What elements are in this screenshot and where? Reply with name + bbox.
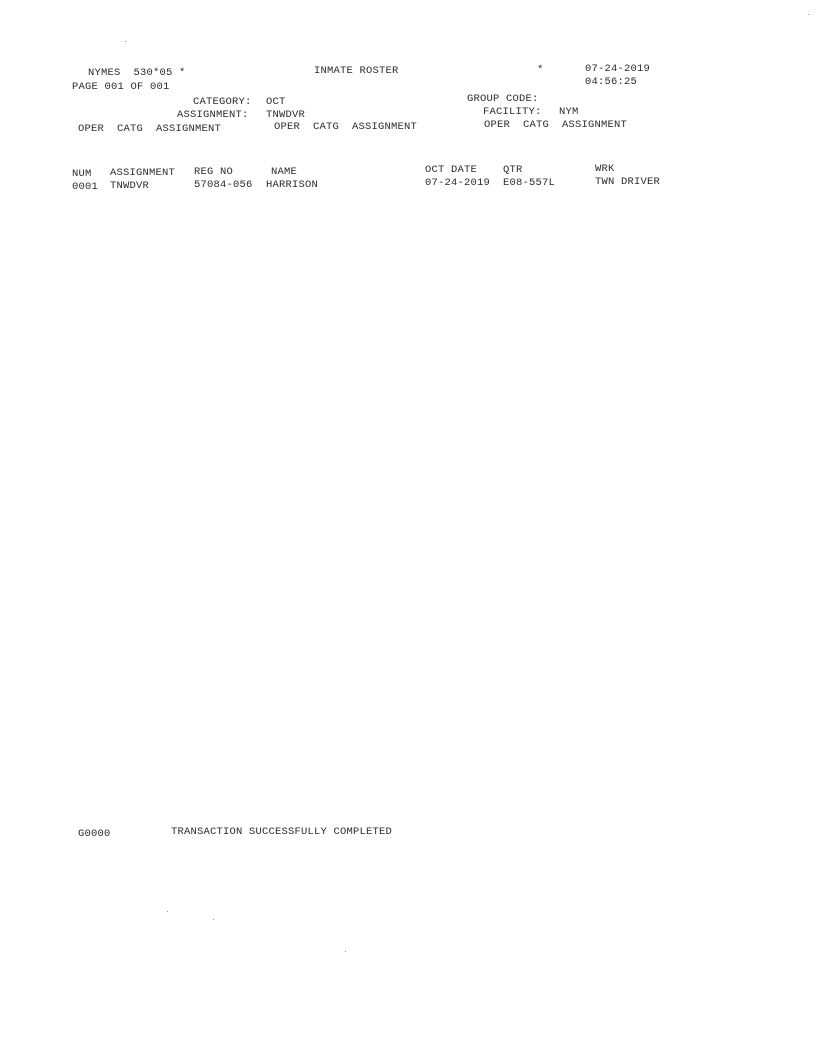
- facility-label: FACILITY:: [483, 106, 542, 118]
- row-assignment: TNWDVR: [110, 180, 150, 192]
- filter-header-3: OPER CATG ASSIGNMENT: [484, 119, 628, 131]
- col-reg-no: REG NO: [194, 166, 234, 178]
- row-num: 0001: [72, 181, 99, 193]
- category-label: CATEGORY:: [193, 96, 252, 108]
- col-name: NAME: [271, 166, 298, 178]
- row-qtr: E08-557L: [503, 177, 556, 189]
- group-code-label: GROUP CODE:: [467, 93, 539, 105]
- facility-value: NYM: [559, 106, 579, 118]
- assignment-label: ASSIGNMENT:: [177, 109, 249, 121]
- scan-speck: [125, 41, 126, 42]
- col-assignment: ASSIGNMENT: [110, 167, 176, 179]
- system-id: NYMES 530*05 *: [88, 67, 186, 79]
- col-wrk: WRK: [595, 163, 615, 175]
- status-code: G0000: [78, 828, 111, 840]
- col-oct-date: OCT DATE: [425, 164, 478, 176]
- assignment-value: TNWDVR: [266, 109, 306, 121]
- scan-speck: [213, 919, 214, 920]
- status-message: TRANSACTION SUCCESSFULLY COMPLETED: [171, 826, 393, 838]
- report-date: 07-24-2019: [585, 63, 651, 75]
- col-qtr: QTR: [503, 164, 523, 176]
- row-name: HARRISON: [266, 179, 319, 191]
- filter-header-2: OPER CATG ASSIGNMENT: [274, 121, 418, 133]
- filter-header-1: OPER CATG ASSIGNMENT: [78, 123, 222, 135]
- row-wrk: TWN DRIVER: [595, 176, 661, 188]
- scan-speck: [167, 911, 168, 912]
- page-number: PAGE 001 OF 001: [72, 81, 170, 93]
- scan-speck: [345, 951, 346, 952]
- report-time: 04:56:25: [585, 76, 638, 88]
- header-star: *: [537, 64, 544, 76]
- category-value: OCT: [266, 96, 286, 108]
- scan-speck: [808, 14, 809, 15]
- row-oct-date: 07-24-2019: [425, 177, 491, 189]
- row-reg-no: 57084-056: [194, 179, 253, 191]
- report-title: INMATE ROSTER: [314, 65, 399, 77]
- col-num: NUM: [72, 168, 92, 180]
